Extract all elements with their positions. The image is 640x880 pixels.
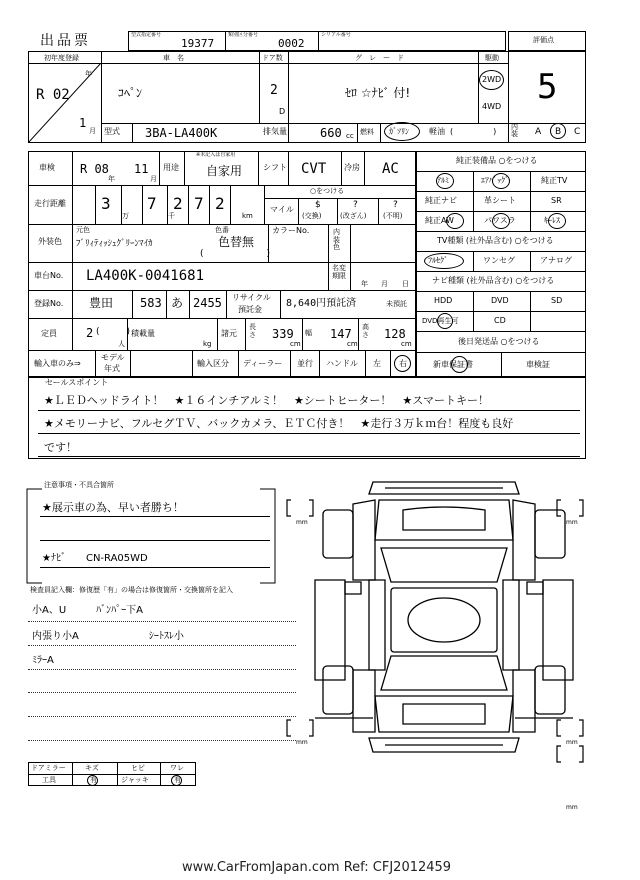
load-label: 積載量 [131,329,155,338]
tv-fullseg: ﾌﾙｾｸﾞ [428,256,448,265]
model-year-label-2: 年式 [104,364,120,373]
fuel-gasoline: ｶﾞｿﾘﾝ [389,127,409,136]
equip-genuine-aw-circle [446,213,464,229]
import-label: 輸入車のみ⇒ [34,359,81,368]
tread-fl-unit: mm [296,519,308,526]
navi-cd: CD [494,316,506,325]
navi-dvd-playback-circle [437,313,453,329]
equip-airbag: ｴｱﾊﾞｯｸﾞ [481,176,509,185]
later-warranty-circle [451,356,468,373]
mileage-opt-exchange-sym: $ [315,200,321,210]
sheet-title: 出品票 [40,33,91,49]
rename-deadline-label: 名変期限 [332,264,346,280]
recycle-unpaid: 未預託 [386,300,407,308]
tread-rr-unit: mm [566,739,578,746]
drive-2wd-circle [479,70,504,90]
rename-year-unit: 年 [361,280,368,288]
later-delivery-title: 後日発送品 ○をつける [458,337,540,346]
legend-jack-circle [171,775,182,786]
navi-sd: SD [551,296,563,305]
mileage-opt-unknown-sym: ? [393,200,398,210]
capacity-unit: 人 [118,340,125,348]
import-class-label: 輸入区分 [197,359,229,368]
equip-alumi-circle [436,173,454,189]
doors-suffix: D [279,107,286,116]
length-label: 長さ [249,323,256,339]
tv-type-title: TV種類 (社外品含む) ○をつける [437,236,554,245]
inspection-month-unit: 月 [150,175,157,183]
type-no-label: 型式指定番号 [131,32,162,38]
type-no-value: 19377 [181,37,215,50]
navi-hdd: HDD [434,296,453,305]
color-paren: ( ) [200,249,271,259]
interior-color-label: 内装色 [333,228,340,252]
mileage-digit-3: 2 [173,194,183,213]
model-value: 3BA-LA400K [145,126,218,140]
height-label: 高さ [362,323,369,339]
handle-left: 左 [373,359,381,368]
mileage-label: 走行距離 [34,199,66,208]
interior-label: 内装 [511,123,518,138]
grade-value: ｾﾛ ☆ﾅﾋﾞ 付! [345,86,411,100]
footer-watermark: www.CarFromJapan.com Ref: CFJ2012459 [182,860,452,875]
evaluation-score: 5 [537,67,558,107]
plate-number: 2455 [193,296,222,310]
displacement-label: 排気量 [263,127,287,136]
recycle-label-2: 預託金 [238,305,262,314]
reg-year-label: 初年度登録 [44,54,79,62]
inspection-label: 車検 [39,163,55,172]
interior-b-circle [550,123,566,139]
legend-jack-yes: 有 [174,776,181,784]
inspector-label: 検査員記入欄：修復歴「有」の場合は修復箇所・交換箇所を記入 [30,586,233,594]
handle-right-circle [394,355,411,372]
handle-label: ハンドル [326,359,358,368]
height-value: 128 [384,327,406,341]
legend-tools-circle [87,775,98,786]
equip-power-slide-circle [492,213,510,229]
use-label: 用途 [163,163,179,172]
legend-crack: ヒビ [131,764,145,772]
equip-power-slide: パワスラ [484,216,516,225]
recycle-label-1: リサイクル [232,293,271,302]
equip-keyless-circle [548,213,566,229]
interior-a: A [535,127,542,137]
notes-line-2: ★ﾅﾋﾞ CN-RA05WD [42,553,148,564]
mileage-opt-exchange: (交換) [302,212,322,220]
inspection-month: 11 [134,162,149,176]
equip-alumi: ｱﾙﾐ [437,176,449,185]
shift-label: シフト [263,163,287,172]
width-label: 幅 [305,329,312,337]
displacement-unit: cc [346,132,354,140]
doors-value: 2 [270,83,278,98]
width-unit: cm [347,340,358,348]
navi-dvd: DVD [491,296,509,305]
fuel-label: 燃料 [360,128,374,136]
inspector-line-2: 内張り小A ｼｰﾄｽﾚ小 [32,631,184,642]
use-note: ※未記入は自家用 [196,152,236,158]
recycle-value: 8,640円預託済 [286,298,357,309]
equip-airbag-circle [492,173,510,189]
mileage-circle-note: ○をつける [310,187,345,195]
mileage-unit-thousand: 千 [168,212,175,220]
chassis-value: LA400K-0041681 [86,268,205,284]
sales-point-label: セールスポイント [45,378,109,387]
later-warranty: 新車保証書 [433,360,473,369]
equip-leather: 革シート [484,196,516,205]
inspector-line-1: 小A、U ﾊﾞﾝﾊﾟｰ下A [32,605,144,616]
notes-label: 注意事項・不具合箇所 [44,481,114,489]
mileage-opt-tamper-sym: ? [353,200,358,210]
equip-genuine-aw: 純正AW [425,216,454,225]
displacement-value: 660 [320,126,342,140]
genuine-equipment-title: 純正装備品 ○をつける [456,156,538,165]
color-label: 外装色 [38,237,62,246]
reg-month-unit: 月 [89,127,96,135]
mileage-mile: マイル [270,205,294,214]
capacity-label: 定員 [41,329,57,338]
equip-genuine-navi: 純正ナビ [425,196,457,205]
interior-c: C [574,127,581,137]
fuel-diesel: 軽油 [429,127,445,136]
equip-keyless: ｷｰﾚｽ [544,216,560,225]
handle-right: 右 [399,359,407,368]
interior-b: B [555,127,562,137]
reg-month-value: 1 [79,116,87,130]
capacity-value: 2 [86,326,94,340]
inspection-era: R 08 [80,162,109,176]
color-no-label: カラーNo. [272,226,310,235]
length-unit: cm [290,340,301,348]
width-value: 147 [330,327,352,341]
sales-point-line-2: ★メモリーナビ、フルセグＴＶ、バックカメラ、ＥＴＣ付き！ ★走行３万ｋｍ台！程度も良好 [44,417,514,430]
tv-analog: アナログ [540,256,572,265]
tread-spare-unit: mm [566,804,578,811]
car-name-label: 車 名 [163,54,184,62]
sales-point-line-1: ★ＬＥＤヘッドライト！ ★１６インチアルミ！ ★シートヒーター！ ★スマートキー！ [44,394,490,407]
rename-month-unit: 月 [381,280,388,288]
dimensions-label: 諸元 [221,329,237,338]
load-unit: kg [203,340,212,348]
ac-value: AC [382,161,399,177]
tv-oneseg: ワンセグ [483,256,515,265]
legend-jack: ジャッキ [121,776,149,784]
model-label: 型式 [104,127,120,136]
use-value: 自家用 [206,164,243,178]
equip-genuine-tv: 純正TV [541,176,568,185]
sales-point-line-3: です！ [44,441,77,454]
later-inspection-cert: 車検証 [526,360,550,369]
reg-year-unit: 年 [85,70,92,78]
equip-sunroof: SR [551,196,562,205]
plate-area: 豊田 [89,296,114,310]
car-damage-diagram [285,470,605,820]
mileage-digit-2: 7 [147,194,157,213]
mileage-digit-5: 2 [215,194,225,213]
drive-label: 駆動 [485,54,499,62]
serial-no-label: シリアル番号 [321,32,351,38]
mileage-opt-tamper: (改ざん) [340,212,367,220]
doors-label: ドア数 [262,54,283,62]
car-name-value: ｺﾍﾟﾝ [118,86,143,100]
legend-mirror: ドアミラー [31,764,66,772]
class-no-label: 類別区分番号 [228,32,259,38]
mileage-unit-km: km [242,212,253,220]
inspector-line-3: ﾐﾗｰA [32,655,54,666]
orig-color-label: 元色 [76,226,90,234]
rename-day-unit: 日 [402,280,409,288]
tv-fullseg-circle [424,253,464,269]
navi-type-title: ナビ種類 (社外品含む) ○をつける [432,276,555,285]
legend-tools-yes: 有 [90,776,97,784]
evaluation-label: 評価点 [533,36,554,44]
grade-label: グ レ ー ド [355,54,404,62]
tread-rl-unit: mm [296,739,308,746]
mileage-unit-man: 万 [122,212,129,220]
legend-tools: 工具 [42,776,56,784]
chassis-label: 車台No. [34,271,64,280]
reg-year-value: R 02 [36,87,70,103]
drive-2wd: 2WD [482,75,502,84]
mileage-digit-4: 7 [194,194,204,213]
ac-label: 冷房 [344,163,360,172]
plate-kana: あ [171,296,184,310]
plate-class: 583 [140,296,162,310]
import-dealer: ディーラー [243,359,283,368]
mileage-digit-1: 3 [101,194,111,213]
orig-color-value: ﾌﾞﾘｨﾃｨｯｼｭｸﾞﾘｰﾝﾏｲｶ [76,239,153,249]
class-no-value: 0002 [278,37,305,50]
height-unit: cm [401,340,412,348]
length-value: 339 [272,327,294,341]
plate-label: 登録No. [34,299,64,308]
navi-dvd-playback: DVD再生可 [422,317,459,325]
drive-4wd: 4WD [482,102,502,111]
fuel-gasoline-circle [384,122,420,141]
tread-fr-unit: mm [566,519,578,526]
notes-line-1: ★展示車の為、早い者勝ち！ [42,501,184,514]
legend-scratch: キズ [85,764,99,772]
model-year-label-1: モデル [101,353,125,362]
capacity-paren: ( ) [96,327,131,337]
fuel-other: ( ) [450,127,497,136]
inspection-year-unit: 年 [108,175,115,183]
legend-break: ワレ [170,764,184,772]
import-parallel: 並行 [297,359,313,368]
color-code-label: 色番 [215,226,229,234]
shift-value: CVT [301,161,327,177]
paint-value: 色替無 [218,235,255,249]
mileage-opt-unknown: (不明) [383,212,403,220]
